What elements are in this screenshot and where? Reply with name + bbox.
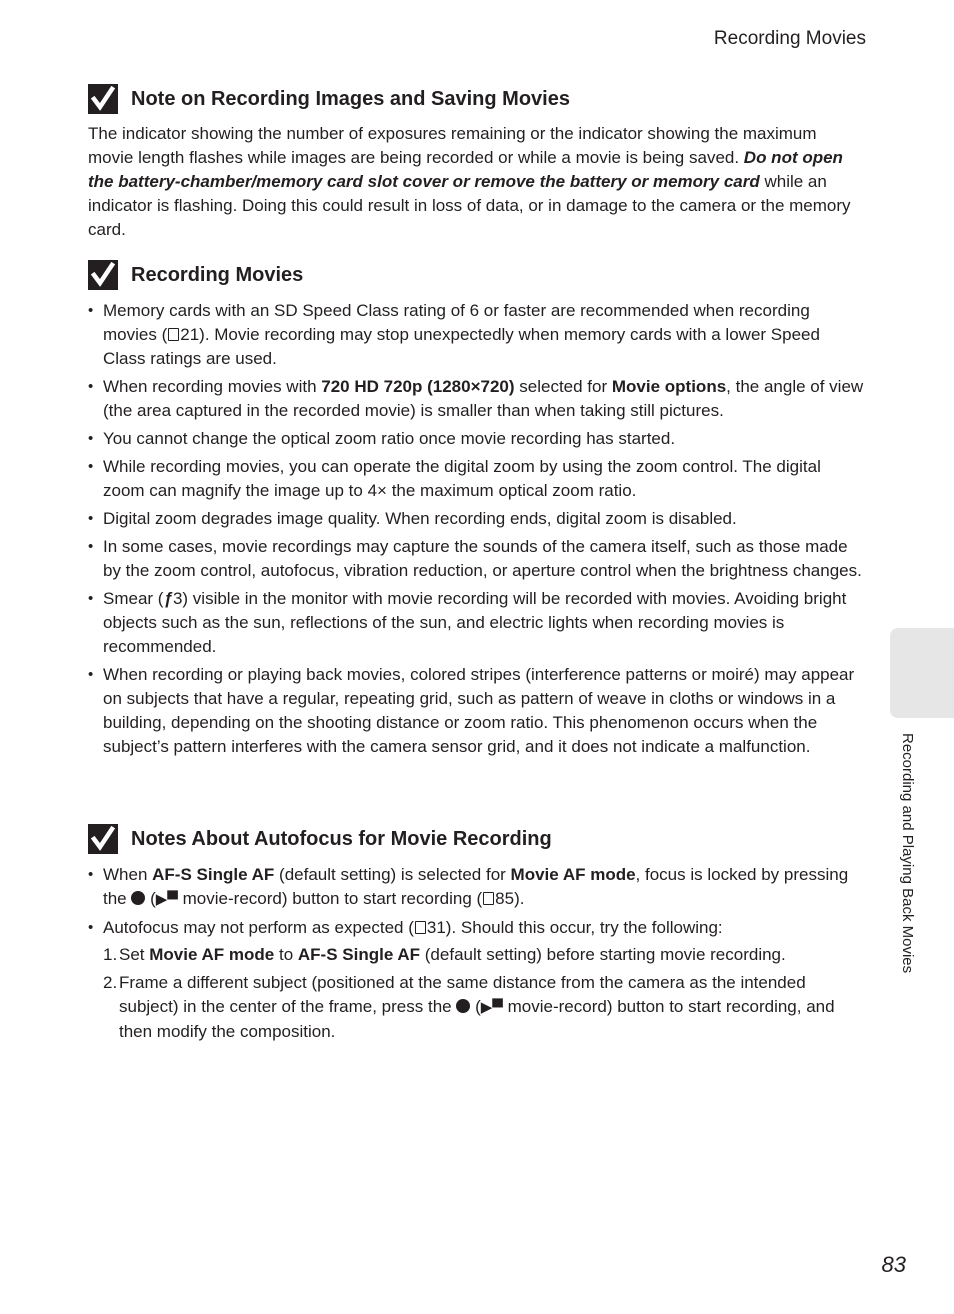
technical-notes-icon: ƒ: [163, 589, 173, 608]
record-button-icon: [456, 999, 470, 1013]
warning-text: Do not open the battery-chamber/memory card slot cover or remove the battery or memory card: [88, 148, 843, 191]
item-text: When recording or playing back movies, colored stripes (interference patterns or moiré) may appear on subjects that have a regular, repeating grid, such as pattern of weave in cloths or windows in a building, depending on the shooting distance or zoom ratio. This phenomenon occurs when the subject’s pattern interferes with the camera sensor grid, and it does not indicate a malfunction.: [103, 665, 855, 756]
list-item: [88, 587, 866, 659]
autofocus-list: [88, 863, 866, 1048]
item-text: ). Should this occur, try the following:: [445, 918, 723, 937]
movie-camera-icon: ▶︎▀: [480, 999, 503, 1016]
record-button-icon: [131, 891, 145, 905]
item-text: When: [103, 865, 153, 884]
item-text: , the angle of view (the area captured in the recorded movie) is smaller than when taking still pictures.: [103, 377, 864, 420]
step-text: to: [274, 945, 298, 964]
list-item: [88, 455, 866, 503]
menu-name: Movie options: [611, 377, 727, 396]
page-reference: 3: [172, 589, 183, 608]
menu-name: Movie AF mode: [149, 945, 275, 964]
page-reference: 21: [180, 325, 200, 344]
item-text: Smear (: [103, 589, 164, 608]
section-title: Notes About Autofocus for Movie Recording: [131, 827, 552, 850]
item-text: selected for: [514, 377, 612, 396]
section-heading-autofocus: [88, 824, 552, 854]
page-number: 83: [881, 1252, 906, 1277]
list-item: [88, 663, 866, 759]
checkmark-icon: [88, 84, 118, 114]
step-text: Frame a different subject (positioned at the same distance from the camera as the intended subject) in the center of the frame, press the: [119, 973, 806, 1016]
list-item: [88, 916, 866, 940]
numbered-step: 2. Frame a different subject (positioned at the same distance from the camera as the intended subject) in the center of the frame, press the (▶︎▀ movie-record) button to start recording, and then modify the composition.: [103, 973, 835, 1041]
checkmark-icon: [88, 260, 118, 290]
menu-name: Movie AF mode: [510, 865, 636, 884]
book-reference-icon: [168, 328, 179, 341]
option-name: Single AF: [191, 865, 275, 884]
list-item: [88, 299, 866, 371]
item-text: (default setting) is selected for: [274, 865, 511, 884]
item-text: While recording movies, you can operate the digital zoom by using the zoom control. The digital zoom can magnify the image up to 4× the maximum optical zoom ratio.: [103, 457, 821, 500]
step-text: (default setting) before starting movie recording.: [420, 945, 786, 964]
checkmark-icon: [88, 824, 118, 854]
item-text: Autofocus may not perform as expected (: [103, 918, 414, 937]
page-reference: 31: [426, 918, 446, 937]
page-reference: 85: [495, 889, 515, 908]
section-heading-recording-movies: [88, 260, 303, 290]
chapter-tab[interactable]: [890, 628, 954, 718]
item-text: Digital zoom degrades image quality. When recording ends, digital zoom is disabled.: [103, 509, 737, 528]
hd-720-movie-icon: 720: [321, 377, 350, 396]
item-text: , focus is locked by pressing the: [103, 865, 849, 908]
section-title: Recording Movies: [131, 263, 304, 286]
book-reference-icon: [483, 892, 494, 905]
note-paragraph: [88, 122, 866, 242]
movie-camera-icon: ▶︎▀: [155, 891, 178, 908]
option-name: Single AF: [337, 945, 421, 964]
list-item: [88, 535, 866, 583]
item-text: Memory cards with an SD Speed Class rating of 6 or faster are recommended when recording movies (: [103, 301, 810, 344]
step-number: 2.: [103, 973, 118, 992]
book-reference-icon: [415, 921, 426, 934]
item-text: ) visible in the monitor with movie recording will be recorded with movies. Avoiding bright objects such as the sun, reflections of the sun, and electric lights when recording movies is recommended.: [103, 589, 847, 656]
list-item: [88, 375, 866, 423]
step-text: movie-record) button to start recording, and then modify the composition.: [119, 997, 835, 1041]
list-item: • When AF-S Single AF (default setting) is selected for Movie AF mode, focus is locked by pressing the (▶︎▀ movie-record) button to start recording ( 85).: [88, 863, 866, 912]
paragraph-text: The indicator showing the number of exposures remaining or the indicator showing the maximum movie length flashes while images are being recorded or while a movie is being saved.: [88, 124, 817, 167]
paragraph-text: while an indicator is flashing. Doing this could result in loss of data, or in damage to the camera or the memory card.: [88, 172, 851, 239]
af-s-icon: AF-S: [152, 865, 192, 884]
numbered-step: [88, 943, 866, 967]
running-header: Recording Movies: [713, 28, 866, 49]
option-name: HD 720p (1280×720): [349, 377, 515, 396]
section-title: Note on Recording Images and Saving Movies: [131, 87, 570, 110]
section-heading-note-saving: [88, 84, 570, 114]
step-text: Set: [119, 945, 150, 964]
item-text: ). Movie recording may stop unexpectedly when memory cards with a lower Speed Class ratings are used.: [103, 325, 820, 368]
item-text: You cannot change the optical zoom ratio once movie recording has started.: [103, 429, 676, 448]
item-text: movie-record) button to start recording (: [177, 889, 483, 908]
list-item: [88, 427, 866, 451]
step-number: 1.: [103, 945, 118, 964]
item-text: When recording movies with: [103, 377, 322, 396]
chapter-tab-label: Recording and Playing Back Movies: [899, 733, 916, 974]
list-item: [88, 507, 866, 531]
af-s-icon: AF-S: [297, 945, 338, 964]
recording-movies-list: [88, 299, 866, 763]
item-text: In some cases, movie recordings may capture the sounds of the camera itself, such as those made by the zoom control, autofocus, vibration reduction, or aperture control when the brightness changes.: [103, 537, 862, 580]
item-text: ).: [514, 889, 525, 908]
